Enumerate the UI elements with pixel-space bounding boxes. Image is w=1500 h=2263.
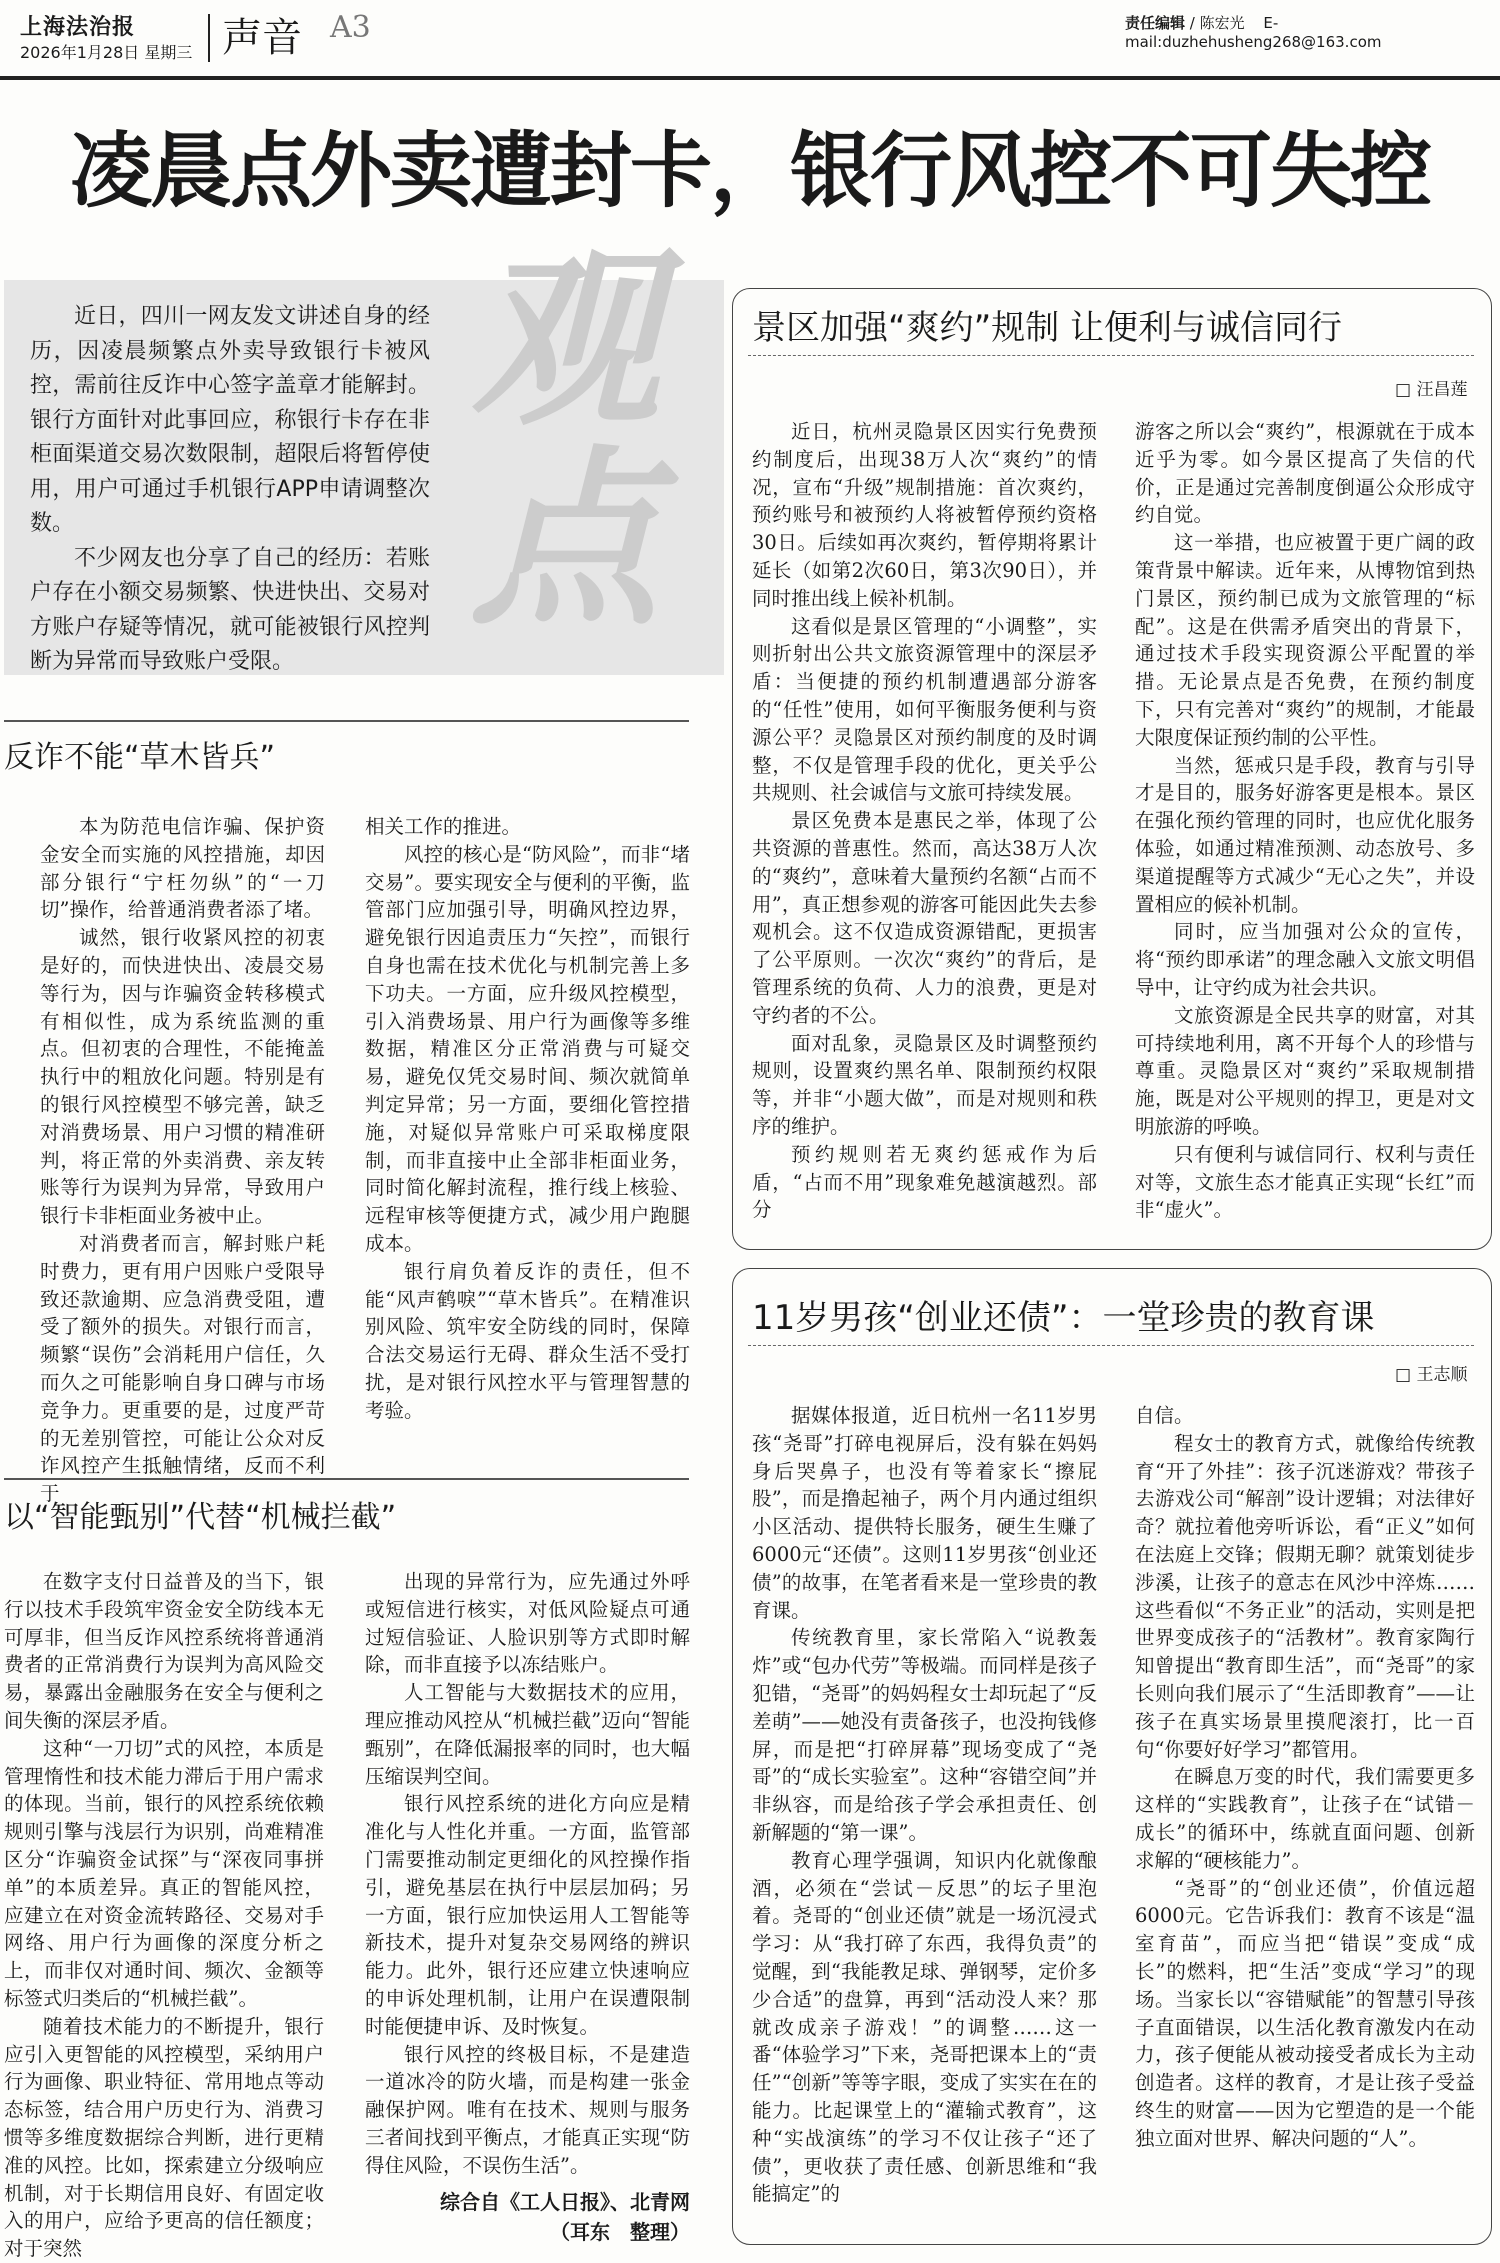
article2-column-1 <box>4 1568 324 2261</box>
paragraph: 传统教育里，家长常陷入“说教轰炸”或“包办代劳”等极端。而同样是孩子犯错，“尧哥”的妈妈程女士却玩起了“反差萌”——她没有责备孩子，也没拘钱修屏，而是把“打碎屏幕”现场变成了“尧哥”的“成长实验室”。这种“容错空间”并非纵容，而是给孩子学会承担责任、创新解题的“第一课”。 <box>752 1626 1097 1844</box>
paragraph: 同时，应当加强对公众的宣传，将“预约即承诺”的理念融入文旅文明倡导中，让守约成为社会共识。 <box>1135 920 1475 999</box>
paragraph: 预约规则若无爽约惩戒作为后盾，“占而不用”现象难免越演越烈。部分 <box>752 1142 1097 1222</box>
paragraph: 相关工作的推进。 <box>365 815 522 838</box>
paragraph: 自信。 <box>1135 1404 1194 1427</box>
intro-text <box>30 300 430 680</box>
paragraph: 景区免费本是惠民之举，体现了公共资源的普惠性。然而，高达38万人次的“爽约”，意味着大量预约名额“占而不用”，真正想参观的游客可能因此失去参观机会。这不仅造成资源错配，更损害了公平原则。一次次“爽约”的背后，是管理系统的负荷、人力的浪费，更是对守约者的不公。 <box>752 809 1097 1027</box>
paragraph: 银行风控系统的进化方向应是精准化与人性化并重。一方面，监管部门需要推动制定更细化的风控操作指引，避免基层在执行中层层加码；另一方面，银行应加快运用人工智能等新技术，提升对复杂交易网络的辨识能力。此外，银行还应建立快速响应的申诉处理机制，让用户在误遭限制时能便捷申诉、及时恢复。 <box>365 1792 690 2038</box>
paragraph: 程女士的教育方式，就像给传统教育“开了外挂”：孩子沉迷游戏？带孩子去游戏公司“解剖”设计逻辑；对法律好奇？就拉着他旁听诉讼，看“正义”如何在法庭上交锋；假期无聊？就策划徒步涉溪，让孩子的意志在风沙中淬炼……这些看似“不务正业”的活动，实则是把世界变成孩子的“活教材”。教育家陶行知曾提出“教育即生活”，而“尧哥”的家长则向我们展示了“生活即教育”——让孩子在真实场景里摸爬滚打，比一百句“你要好好学习”都管用。 <box>1135 1431 1475 1761</box>
article3-author: □ 汪昌莲 <box>1395 380 1468 400</box>
section-rule <box>4 1478 689 1480</box>
paragraph: 教育心理学强调，知识内化就像酿酒，必须在“尝试－反思”的坛子里泡着。尧哥的“创业还债”就是一场沉浸式学习：从“我打碎了东西，我得负责”的觉醒，到“我能教足球、弹钢琴，定价多少合适”的盘算，再到“活动没人来？那就改成亲子游戏！”的调整……这一番“体验学习”下来，尧哥把课本上的“责任”“创新”等等字眼，变成了实实在在的能力。比起课堂上的“灌输式教育”，这种“实战演练”的学习不仅让孩子“还了债”，更收获了责任感、创新思维和“我能搞定”的 <box>752 1848 1097 2206</box>
editor-email: E-mail:duzhehusheng268@163.com <box>1125 14 1382 51</box>
paragraph: 游客之所以会“爽约”，根源就在于成本近乎为零。如今景区提高了失信的代价，正是通过完善制度倒逼公众形成守约自觉。 <box>1135 420 1475 527</box>
paragraph: 这看似是景区管理的“小调整”，实则折射出公共文旅资源管理中的深层矛盾：当便捷的预约机制遭遇部分游客的“任性”使用，如何平衡服务便利与资源公平？灵隐景区对预约制度的及时调整，不仅是管理手段的优化，更关乎公共规则、社会诚信与文旅可持续发展。 <box>752 614 1097 805</box>
title-dash-rule <box>748 1345 1474 1346</box>
paragraph: 这一举措，也应被置于更广阔的政策背景中解读。近年来，从博物馆到热门景区，预约制已成为文旅管理的“标配”。这是在供需矛盾突出的背景下，通过技术手段实现资源公平配置的举措。无论景点是否免费，在预约制度下，只有完善对“爽约”的规制，才能最大限度保证预约制的公平性。 <box>1135 531 1475 749</box>
page-headline: 凌晨点外卖遭封卡，银行风控不可失控 <box>69 124 1430 219</box>
article4-column-2 <box>1135 1402 1475 2232</box>
article4-author: □ 王志顺 <box>1395 1365 1468 1385</box>
masthead-rule <box>0 76 1500 80</box>
editor-info: 责任编辑 / 陈宏光 E-mail:duzhehusheng268@163.com <box>1125 14 1382 51</box>
paragraph: 人工智能与大数据技术的应用，理应推动风控从“机械拦截”迈向“智能甄别”，在降低漏报率的同时，也大幅压缩误判空间。 <box>365 1681 690 1788</box>
paragraph: 银行风控的终极目标，不是建造一道冰冷的防火墙，而是构建一张金融保护网。唯有在技术、规则与服务三者间找到平衡点，才能真正实现“防得住风险，不误伤生活”。 <box>365 2042 690 2177</box>
section-rule <box>4 720 689 722</box>
masthead-divider <box>208 14 210 62</box>
article-title-boy-startup: 11岁男孩“创业还债”：一堂珍贵的教育课 <box>752 1298 1375 1338</box>
column-label-watermark: 观点 <box>470 228 661 651</box>
editor-name: 陈宏光 <box>1199 14 1245 32</box>
page-number: A3 <box>330 10 371 45</box>
paragraph: 风控的核心是“防风险”，而非“堵交易”。要实现安全与便利的平衡，监管部门应加强引导，明确风控边界，避免银行因追责压力“矢控”，而银行自身也需在技术优化与机制完善上多下功夫。一方面，应升级风控模型，引入消费场景、用户行为画像等多维数据，精准区分正常消费与可疑交易，避免仅凭交易时间、频次就简单判定异常；另一方面，要细化管控措施，对疑似异常账户可采取梯度限制，而非直接中止全部非柜面业务，同时简化解封流程，推行线上核验、远程审核等便捷方式，减少用户跑腿成本。 <box>365 842 690 1255</box>
article-compiler: （耳东 整理） <box>550 2220 690 2244</box>
article-title-anti-fraud: 反诈不能“草木皆兵” <box>4 740 276 775</box>
issue-date: 2026年1月28日 星期三 <box>20 43 193 62</box>
article3-column-1 <box>752 418 1097 1238</box>
article2-column-2 <box>365 1568 690 2178</box>
intro-paragraph: 不少网友也分享了自己的经历：若账户存在小额交易频繁、快进快出、交易对方账户存疑等情况，就可能被银行风控判断为异常而导致账户受限。 <box>30 545 430 674</box>
paragraph: 随着技术能力的不断提升，银行应引入更智能的风控模型，采纳用户行为画像、职业特征、常用地点等动态标签，结合用户历史行为、消费习惯等多维度数据综合判断，进行更精准的风控。比如，探索建立分级响应机制，对于长期信用良好、有固定收入的用户，应给予更高的信任额度；对于突然 <box>4 2014 324 2261</box>
paragraph: 银行肩负着反诈的责任，但不能“风声鹤唳”“草木皆兵”。在精准识别风险、筑牢安全防线的同时，保障合法交易运行无碍、群众生活不受打扰，是对银行风控水平与管理智慧的考验。 <box>365 1259 690 1422</box>
article1-column-1 <box>40 813 325 1506</box>
article1-column-2 <box>365 813 690 1473</box>
title-dash-rule <box>748 355 1474 356</box>
paragraph: 面对乱象，灵隐景区及时调整预约规则，设置爽约黑名单、限制预约权限等，并非“小题大做”，而是对规则和秩序的维护。 <box>752 1031 1097 1138</box>
paragraph: 近日，杭州灵隐景区因实行免费预约制度后，出现38万人次“爽约”的情况，宣布“升级”规制措施：首次爽约，预约账号和被预约人将被暂停预约资格30日。后续如再次爽约，暂停期将累计延长（如第2次60日，第3次90日），并同时推出线上候补机制。 <box>752 420 1097 610</box>
paragraph: 在数字支付日益普及的当下，银行以技术手段筑牢资金安全防线本无可厚非，但当反诈风控系统将普通消费者的正常消费行为误判为高风险交易，暴露出金融服务在安全与便利之间失衡的深层矛盾。 <box>4 1570 324 1732</box>
newspaper-logo: 上海法治报 <box>20 14 136 40</box>
article4-column-1 <box>752 1402 1097 2232</box>
paragraph: 当然，惩戒只是手段，教育与引导才是目的，服务好游客更是根本。景区在强化预约管理的同时，也应优化服务体验，如通过精准预测、动态放号、多渠道提醒等方式减少“无心之失”，并设置相应的候补机制。 <box>1135 753 1475 916</box>
article-title-smart-screening: 以“智能甄别”代替“机械拦截” <box>4 1500 397 1535</box>
paragraph: 在瞬息万变的时代，我们需要更多这样的“实践教育”，让孩子在“试错－成长”的循环中，练就直面问题、创新求解的“硬核能力”。 <box>1135 1765 1475 1872</box>
paragraph: 只有便利与诚信同行、权利与责任对等，文旅生态才能真正实现“长红”而非“虚火”。 <box>1135 1142 1475 1222</box>
article-credit: 综合自《工人日报》、北青网 <box>440 2190 690 2214</box>
paragraph: 据媒体报道，近日杭州一名11岁男孩“尧哥”打碎电视屏后，没有躲在妈妈身后哭鼻子，也没有等着家长“擦屁股”，而是撸起袖子，两个月内通过组织小区活动、提供特长服务，硬生生赚了6000元“还债”。这则11岁男孩“创业还债”的故事，在笔者看来是一堂珍贵的教育课。 <box>752 1404 1097 1622</box>
paragraph: 出现的异常行为，应先通过外呼或短信进行核实，对低风险疑点可通过短信验证、人脸识别等方式即时解除，而非直接予以冻结账户。 <box>365 1570 690 1677</box>
article-title-scenic-area: 景区加强“爽约”规制 让便利与诚信同行 <box>752 308 1343 348</box>
paragraph: 本为防范电信诈骗、保护资金安全而实施的风控措施，却因部分银行“宁枉勿纵”的“一刀切”操作，给普通消费者添了堵。 <box>40 815 325 922</box>
paragraph: 诚然，银行收紧风控的初衷是好的，而快进快出、凌晨交易等行为，因与诈骗资金转移模式有相似性，成为系统监测的重点。但初衷的合理性，不能掩盖执行中的粗放化问题。特别是有的银行风控模型不够完善，缺乏对消费场景、用户习惯的精准研判，将正常的外卖消费、亲友转账等行为误判为异常，导致用户银行卡非柜面业务被中止。 <box>40 926 325 1228</box>
paragraph: 对消费者而言，解封账户耗时费力，更有用户因账户受限导致还款逾期、应急消费受阻，遭受了额外的损失。对银行而言，频繁“误伤”会消耗用户信任，久而久之可能影响自身口碑与市场竞争力。更重要的是，过度严苛的无差别管控，可能让公众对反诈风控产生抵触情绪，反而不利于 <box>40 1231 325 1506</box>
editor-label: 责任编辑 <box>1125 14 1186 32</box>
section-name: 声音 <box>222 15 302 61</box>
article3-column-2 <box>1135 418 1475 1238</box>
paragraph: 文旅资源是全民共享的财富，对其可持续地利用，离不开每个人的珍惜与尊重。灵隐景区对“爽约”采取规制措施，既是对公平规则的捍卫，更是对文明旅游的呼唤。 <box>1135 1003 1475 1138</box>
paragraph: “尧哥”的“创业还债”，价值远超6000元。它告诉我们：教育不该是“温室育苗”，而应当把“错误”变成“成长”的燃料，把“生活”变成“学习”的现场。当家长以“容错赋能”的智慧引导孩子直面错误，以生活化教育激发内在动力，孩子便能从被动接受者成长为主动创造者。这样的教育，才是让孩子受益终生的财富——因为它塑造的是一个能独立面对世界、解决问题的“人”。 <box>1135 1876 1475 2150</box>
intro-paragraph: 近日，四川一网友发文讲述自身的经历，因凌晨频繁点外卖导致银行卡被风控，需前往反诈中心签字盖章才能解封。银行方面针对此事回应，称银行卡存在非柜面渠道交易次数限制，超限后将暂停使用，用户可通过手机银行APP申请调整次数。 <box>30 304 430 536</box>
paragraph: 这种“一刀切”式的风控，本质是管理惰性和技术能力滞后于用户需求的体现。当前，银行的风控系统依赖规则引擎与浅层行为识别，尚难精准区分“诈骗资金试探”与“深夜同事拼单”的本质差异。真正的智能风控，应建立在对资金流转路径、交易对手网络、用户行为画像的深度分析之上，而非仅对通时间、频次、金额等标签式归类后的“机械拦截”。 <box>4 1736 324 2010</box>
